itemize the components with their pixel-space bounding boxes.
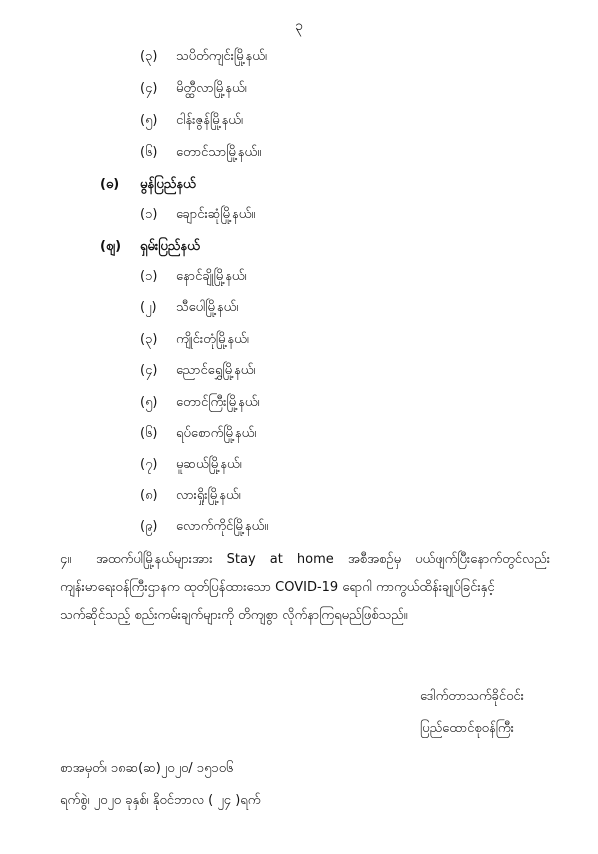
paragraph-line: သက်ဆိုင်သည့် စည်းကမ်းချက်များကို တိကျစွာ လိုက်နာကြရမည်ဖြစ်သည်။ bbox=[60, 608, 408, 623]
list-item-text: လားရှိုးမြို့နယ်၊ bbox=[176, 488, 241, 503]
list-item-number: (၈) bbox=[140, 488, 158, 503]
list-item-number: (၃) bbox=[140, 49, 158, 64]
list-item-text: မူဆယ်မြို့နယ်၊ bbox=[176, 457, 242, 472]
list-item-number: (၁) bbox=[140, 207, 158, 222]
page-number: ၃ bbox=[295, 18, 303, 34]
paragraph-text: အထက်ပါမြို့နယ်များအား Stay at home အစီအစဉ်မှ ပယ်ဖျက်ပြီးနောက်တွင်လည်း bbox=[96, 552, 550, 567]
paragraph-line bbox=[60, 546, 550, 574]
signatory-title: ပြည်ထောင်စုဝန်ကြီး bbox=[420, 721, 514, 736]
section-number: (ဈ) bbox=[100, 239, 122, 254]
list-item-number: (၅) bbox=[140, 113, 158, 128]
list-item-text: သပိတ်ကျင်းမြို့နယ်၊ bbox=[176, 49, 267, 64]
paragraph-number: ၄။ bbox=[60, 552, 72, 567]
signatory-name: ဒေါက်တာသက်ခိုင်ဝင်း bbox=[420, 689, 524, 704]
list-item-text: တောင်သာမြို့နယ်။ bbox=[176, 145, 262, 160]
list-item-number: (၇) bbox=[140, 457, 158, 472]
list-item-number: (၆) bbox=[140, 426, 158, 441]
body-paragraph bbox=[60, 546, 550, 630]
list-item-number: (၃) bbox=[140, 332, 158, 347]
list-item-text: ငါန်းဇွန်မြို့နယ်၊ bbox=[176, 113, 243, 128]
list-item-text: မိတ္ထီလာမြို့နယ်၊ bbox=[176, 81, 247, 96]
list-item-text: ရပ်စောက်မြို့နယ်၊ bbox=[176, 426, 257, 441]
list-item-number: (၆) bbox=[140, 145, 158, 160]
list-item-number: (၁) bbox=[140, 269, 158, 284]
list-item-number: (၂) bbox=[140, 300, 157, 315]
letter-date: ရက်စွဲ၊ ၂၀၂၀ ခုနှစ်၊ နိုဝင်ဘာလ ( ၂၄ )ရက် bbox=[60, 793, 261, 808]
section-heading: ရှမ်းပြည်နယ် bbox=[140, 239, 200, 254]
letter-number: စာအမှတ်၊ ၁၈ဆ(ဆ)၂၀၂၀/ ၁၅၁၀၆ bbox=[60, 761, 234, 776]
list-item-text: ချောင်းဆုံမြို့နယ်။ bbox=[176, 207, 256, 222]
paragraph-line: ကျန်းမာရေးဝန်ကြီးဌာနက ထုတ်ပြန်ထားသော COVID-19 ရောဂါ ကာကွယ်ထိန်းချုပ်ခြင်းနှင့် bbox=[60, 580, 495, 595]
list-item-number: (၄) bbox=[140, 81, 158, 96]
list-item-text: ကျိုင်းတုံမြို့နယ်၊ bbox=[176, 332, 249, 347]
list-item-text: လောက်ကိုင်မြို့နယ်။ bbox=[176, 519, 269, 534]
list-item-number: (၄) bbox=[140, 363, 158, 378]
list-item-text: နောင်ချိုမြို့နယ်၊ bbox=[176, 269, 247, 284]
list-item-number: (၉) bbox=[140, 519, 158, 534]
section-number: (ဓ) bbox=[100, 177, 120, 192]
list-item-text: သီပေါမြို့နယ်၊ bbox=[176, 300, 239, 315]
section-heading: မွန်ပြည်နယ် bbox=[140, 177, 196, 192]
list-item-text: တောင်ကြီးမြို့နယ်၊ bbox=[176, 395, 260, 410]
list-item-number: (၅) bbox=[140, 395, 158, 410]
list-item-text: ညောင်ရွှေမြို့နယ်၊ bbox=[176, 363, 256, 378]
